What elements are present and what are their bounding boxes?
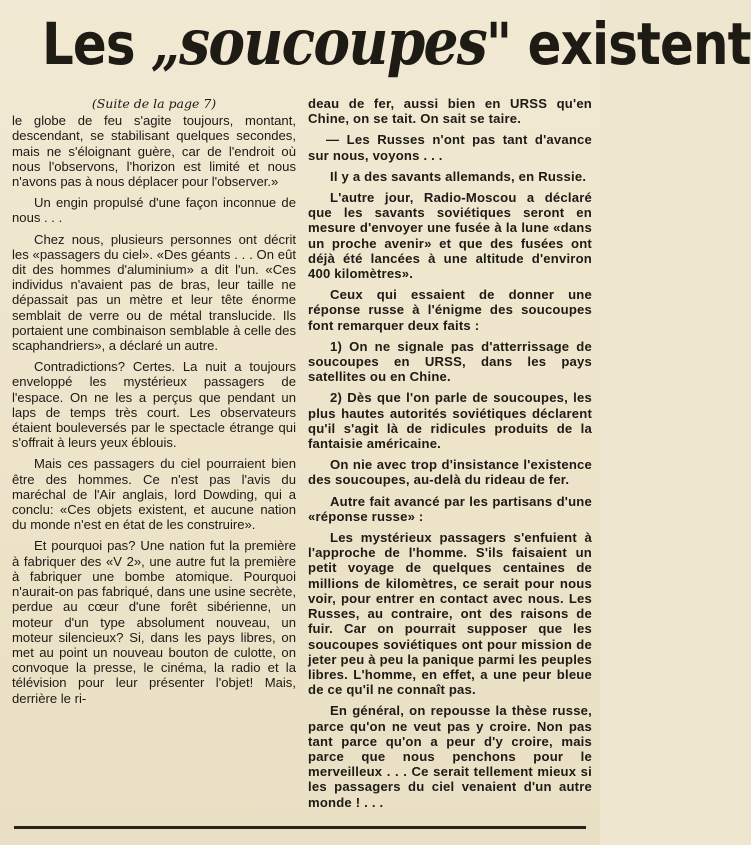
paragraph: 2) Dès que l'on parle de soucoupes, les plus hautes autorités soviétiques déclarent qu'il s'agit là de ridicules produits de la fantaisie américaine. — [308, 390, 592, 452]
paragraph: Autre fait avancé par les partisans d'une «réponse russe» : — [308, 493, 592, 524]
headline-prefix: Les — [42, 10, 152, 78]
paragraph: 1) On ne signale pas d'atterrissage de soucoupes en URSS, dans les pays satellites ou en Chine. — [308, 338, 592, 385]
paragraph: On nie avec trop d'insistance l'existence des soucoupes, au-delà du rideau de fer. — [308, 457, 592, 488]
paragraph: Mais ces passagers du ciel pourraient bien être des hommes. Ce n'est pas l'avis du maréchal de l'Air anglais, lord Dowding, qui a conclu: «Ces objets existent, et aucune nation du monde n'est en état de les construire». — [12, 456, 296, 533]
paragraph: Les mystérieux passagers s'enfuient à l'approche de l'homme. S'ils faisaient un petit voyage de quelques centaines de millions de kilomètres, ce serait pour nous voir, pour entrer en contact avec nous. Les Russes, au contraire, ont des raisons de fuir. Car on pourrait supposer que les soucoupes soviétiques ont pour mission de jeter peu à peu la panique parmi les peuples libres. L'homme, en effet, a une peur bleue de ce qu'il ne connaît pas. — [308, 530, 592, 698]
headline-suffix: existent — [511, 10, 751, 78]
left-column — [12, 96, 296, 825]
paragraph: deau de fer, aussi bien en URSS qu'en Chine, on se tait. On sait se taire. — [308, 96, 592, 127]
continuation-reference: (Suite de la page 7) — [91, 96, 217, 111]
paragraph: L'autre jour, Radio-Moscou a déclaré que les savants soviétiques seront en mesure d'envoyer une fusée à la lune «dans un proche avenir» et que des fusées ont déjà été lancées à une altitude d'environ 400 kilomètres». — [308, 190, 592, 282]
paragraph: le globe de feu s'agite toujours, montant, descendant, se stabilisant quelques secondes, mais ne s'éloignant guère, car de l'endroit où nous l'observons, l'horizon est limité et nous n'avons pas à nous déplacer pour l'observer.» — [12, 113, 296, 190]
paragraph: Il y a des savants allemands, en Russie. — [330, 168, 587, 184]
paragraph: — Les Russes n'ont pas tant d'avance sur nous, voyons . . . — [308, 132, 592, 163]
headline-close-quote: " — [486, 10, 512, 78]
paragraph: Et pourquoi pas? Une nation fut la première à fabriquer des «V 2», une autre fut la première à fabriquer une bombe atomique. Pourquoi n'aurait-on pas fabriqué, dans une usine secrète, perdue au cœur d'une forêt sibérienne, un moteur d'un type absolument nouveau, un moteur silencieux? Si, dans les pays libres, on met au point un nouveau bouton de culotte, on convoque la presse, le cinéma, la radio et la télévision pour leur présenter l'objet! Mais, derrière le ri- — [12, 538, 296, 706]
headline-open-quote: „ — [151, 10, 180, 78]
paragraph: En général, on repousse la thèse russe, parce qu'on ne veut pas y croire. Non pas tant parce qu'on a peur d'y croire, mais parce que nous penchons pour le merveilleux . . . Ce serait tellement mieux si les passagers du ciel venaient d'un autre monde ! . . . — [308, 703, 592, 810]
bottom-rule — [14, 826, 586, 829]
paragraph: Un engin propulsé d'une façon inconnue de nous . . . — [12, 195, 296, 226]
headline-keyword: soucoupes — [179, 5, 487, 80]
article-headline — [42, 4, 751, 82]
paragraph: Ceux qui essaient de donner une réponse russe à l'énigme des soucoupes font remarquer deux faits : — [308, 287, 592, 333]
right-column — [308, 96, 592, 825]
paragraph: Chez nous, plusieurs personnes ont décrit les «passagers du ciel». «Des géants . . . On eût dit des hommes d'aluminium» a dit l'un. «Ces individus n'avaient pas de bras, leur taille ne dépassait pas un mètre et leur tête énorme semblait de verre ou de métal translucide. Ils portaient une combinaison semblable à celle des scaphandriers», a déclaré un autre. — [12, 231, 296, 354]
paragraph: Contradictions? Certes. La nuit a toujours enveloppé les mystérieux passagers de l'espace. On ne les a perçus que pendant un laps de temps très court. Les observateurs étaient bouleversés par le spectacle étrange qui s'offrait à leurs yeux éblouis. — [12, 359, 296, 451]
